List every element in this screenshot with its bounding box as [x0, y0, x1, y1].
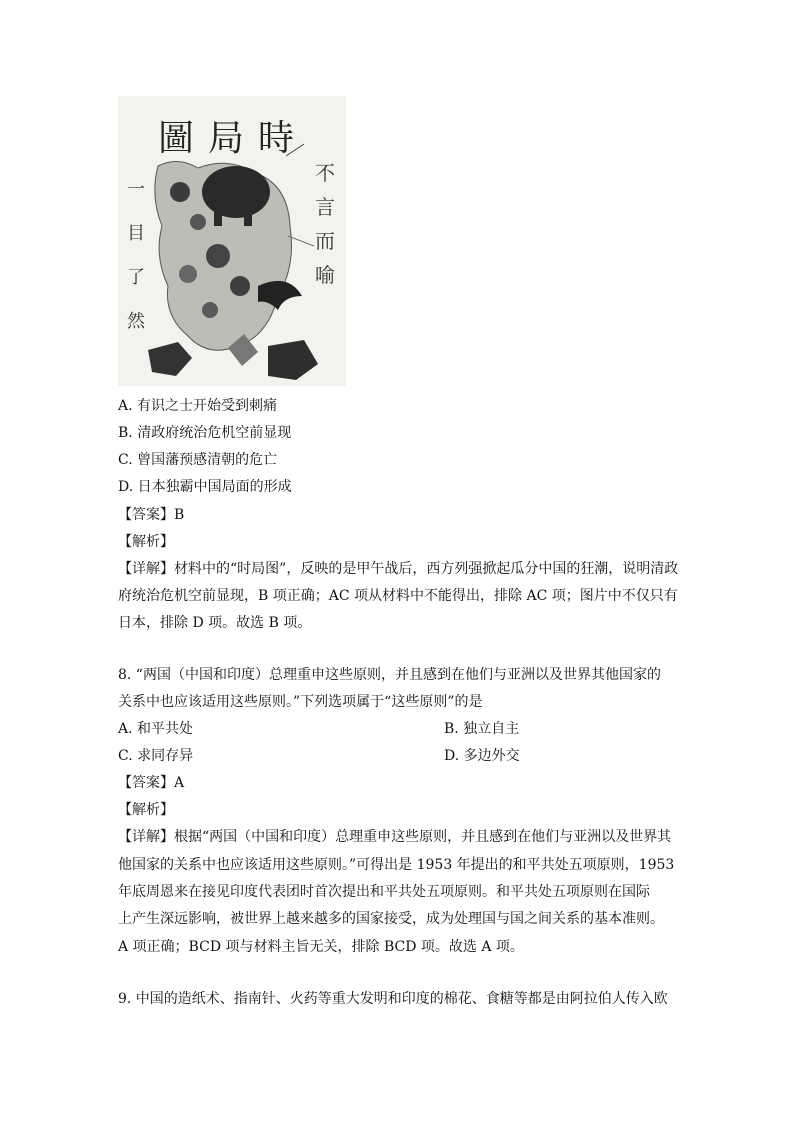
cartoon-side-left-char: 一: [127, 179, 145, 200]
q8-stem-line: 关系中也应该适用这些原则。”下列选项属于“这些原则”的是: [118, 694, 483, 710]
q8-detail-line: A 项正确；BCD 项与材料主旨无关，排除 BCD 项。故选 A 项。: [118, 939, 524, 955]
historical-cartoon-image: [118, 96, 346, 386]
cartoon-side-left-text: [124, 168, 148, 344]
cartoon-side-left-char: 了: [127, 267, 145, 288]
cartoon-side-left-char: 然: [127, 311, 145, 332]
q7-option-d: D. 日本独霸中国局面的形成: [118, 479, 292, 495]
q8-detail-line: 年底周恩来在接见印度代表团时首次提出和平共处五项原则。和平共处五项原则在国际: [118, 884, 650, 900]
cartoon-side-right-char: 言: [315, 195, 335, 219]
q7-answer: 【答案】B: [118, 507, 185, 523]
q7-detail-line: 【详解】材料中的“时局图”，反映的是甲午战后，西方列强掀起瓜分中国的狂潮，说明清政: [118, 561, 679, 577]
q8-analysis-heading: 【解析】: [118, 802, 174, 818]
q7-detail-line: 府统治危机空前显现，B 项正确；AC 项从材料中不能得出，排除 AC 项；图片中不仅只有: [118, 588, 678, 604]
q8-option-a: A. 和平共处: [118, 721, 194, 737]
q8-option-d: D. 多边外交: [444, 748, 520, 764]
q8-stem-line: 8. “两国（中国和印度）总理重申这些原则，并且感到在他们与亚洲以及世界其他国家的: [118, 667, 661, 683]
q7-option-a: A. 有识之士开始受到刺痛: [118, 398, 278, 414]
cartoon-side-right-text: [310, 156, 340, 292]
q8-detail-line: 上产生深远影响，被世界上越来越多的国家接受，成为处理国与国之间关系的基本准则。: [118, 911, 664, 927]
q7-detail-line: 日本，排除 D 项。故选 B 项。: [118, 615, 312, 631]
q8-detail-line: 他国家的关系中也应该适用这些原则。”可得出是 1953 年提出的和平共处五项原则，1953: [118, 857, 675, 873]
cartoon-side-right-char: 不: [315, 161, 335, 185]
q7-option-b: B. 清政府统治危机空前显现: [118, 425, 292, 441]
cartoon-side-right-char: 而: [315, 229, 335, 253]
q7-analysis-heading: 【解析】: [118, 534, 174, 550]
cartoon-title: 圖局時: [158, 118, 309, 159]
q7-option-c: C. 曾国藩预感清朝的危亡: [118, 452, 278, 468]
q8-detail-line: 【详解】根据“两国（中国和印度）总理重申这些原则，并且感到在他们与亚洲以及世界其: [118, 829, 672, 845]
q8-option-c: C. 求同存异: [118, 748, 194, 764]
q9-stem-line: 9. 中国的造纸术、指南针、火药等重大发明和印度的棉花、食糖等都是由阿拉伯人传入欧: [118, 991, 668, 1007]
q8-answer: 【答案】A: [118, 775, 185, 791]
cartoon-side-left-char: 目: [127, 223, 145, 244]
cartoon-side-right-char: 喻: [315, 263, 335, 287]
q8-option-b: B. 独立自主: [444, 721, 520, 737]
